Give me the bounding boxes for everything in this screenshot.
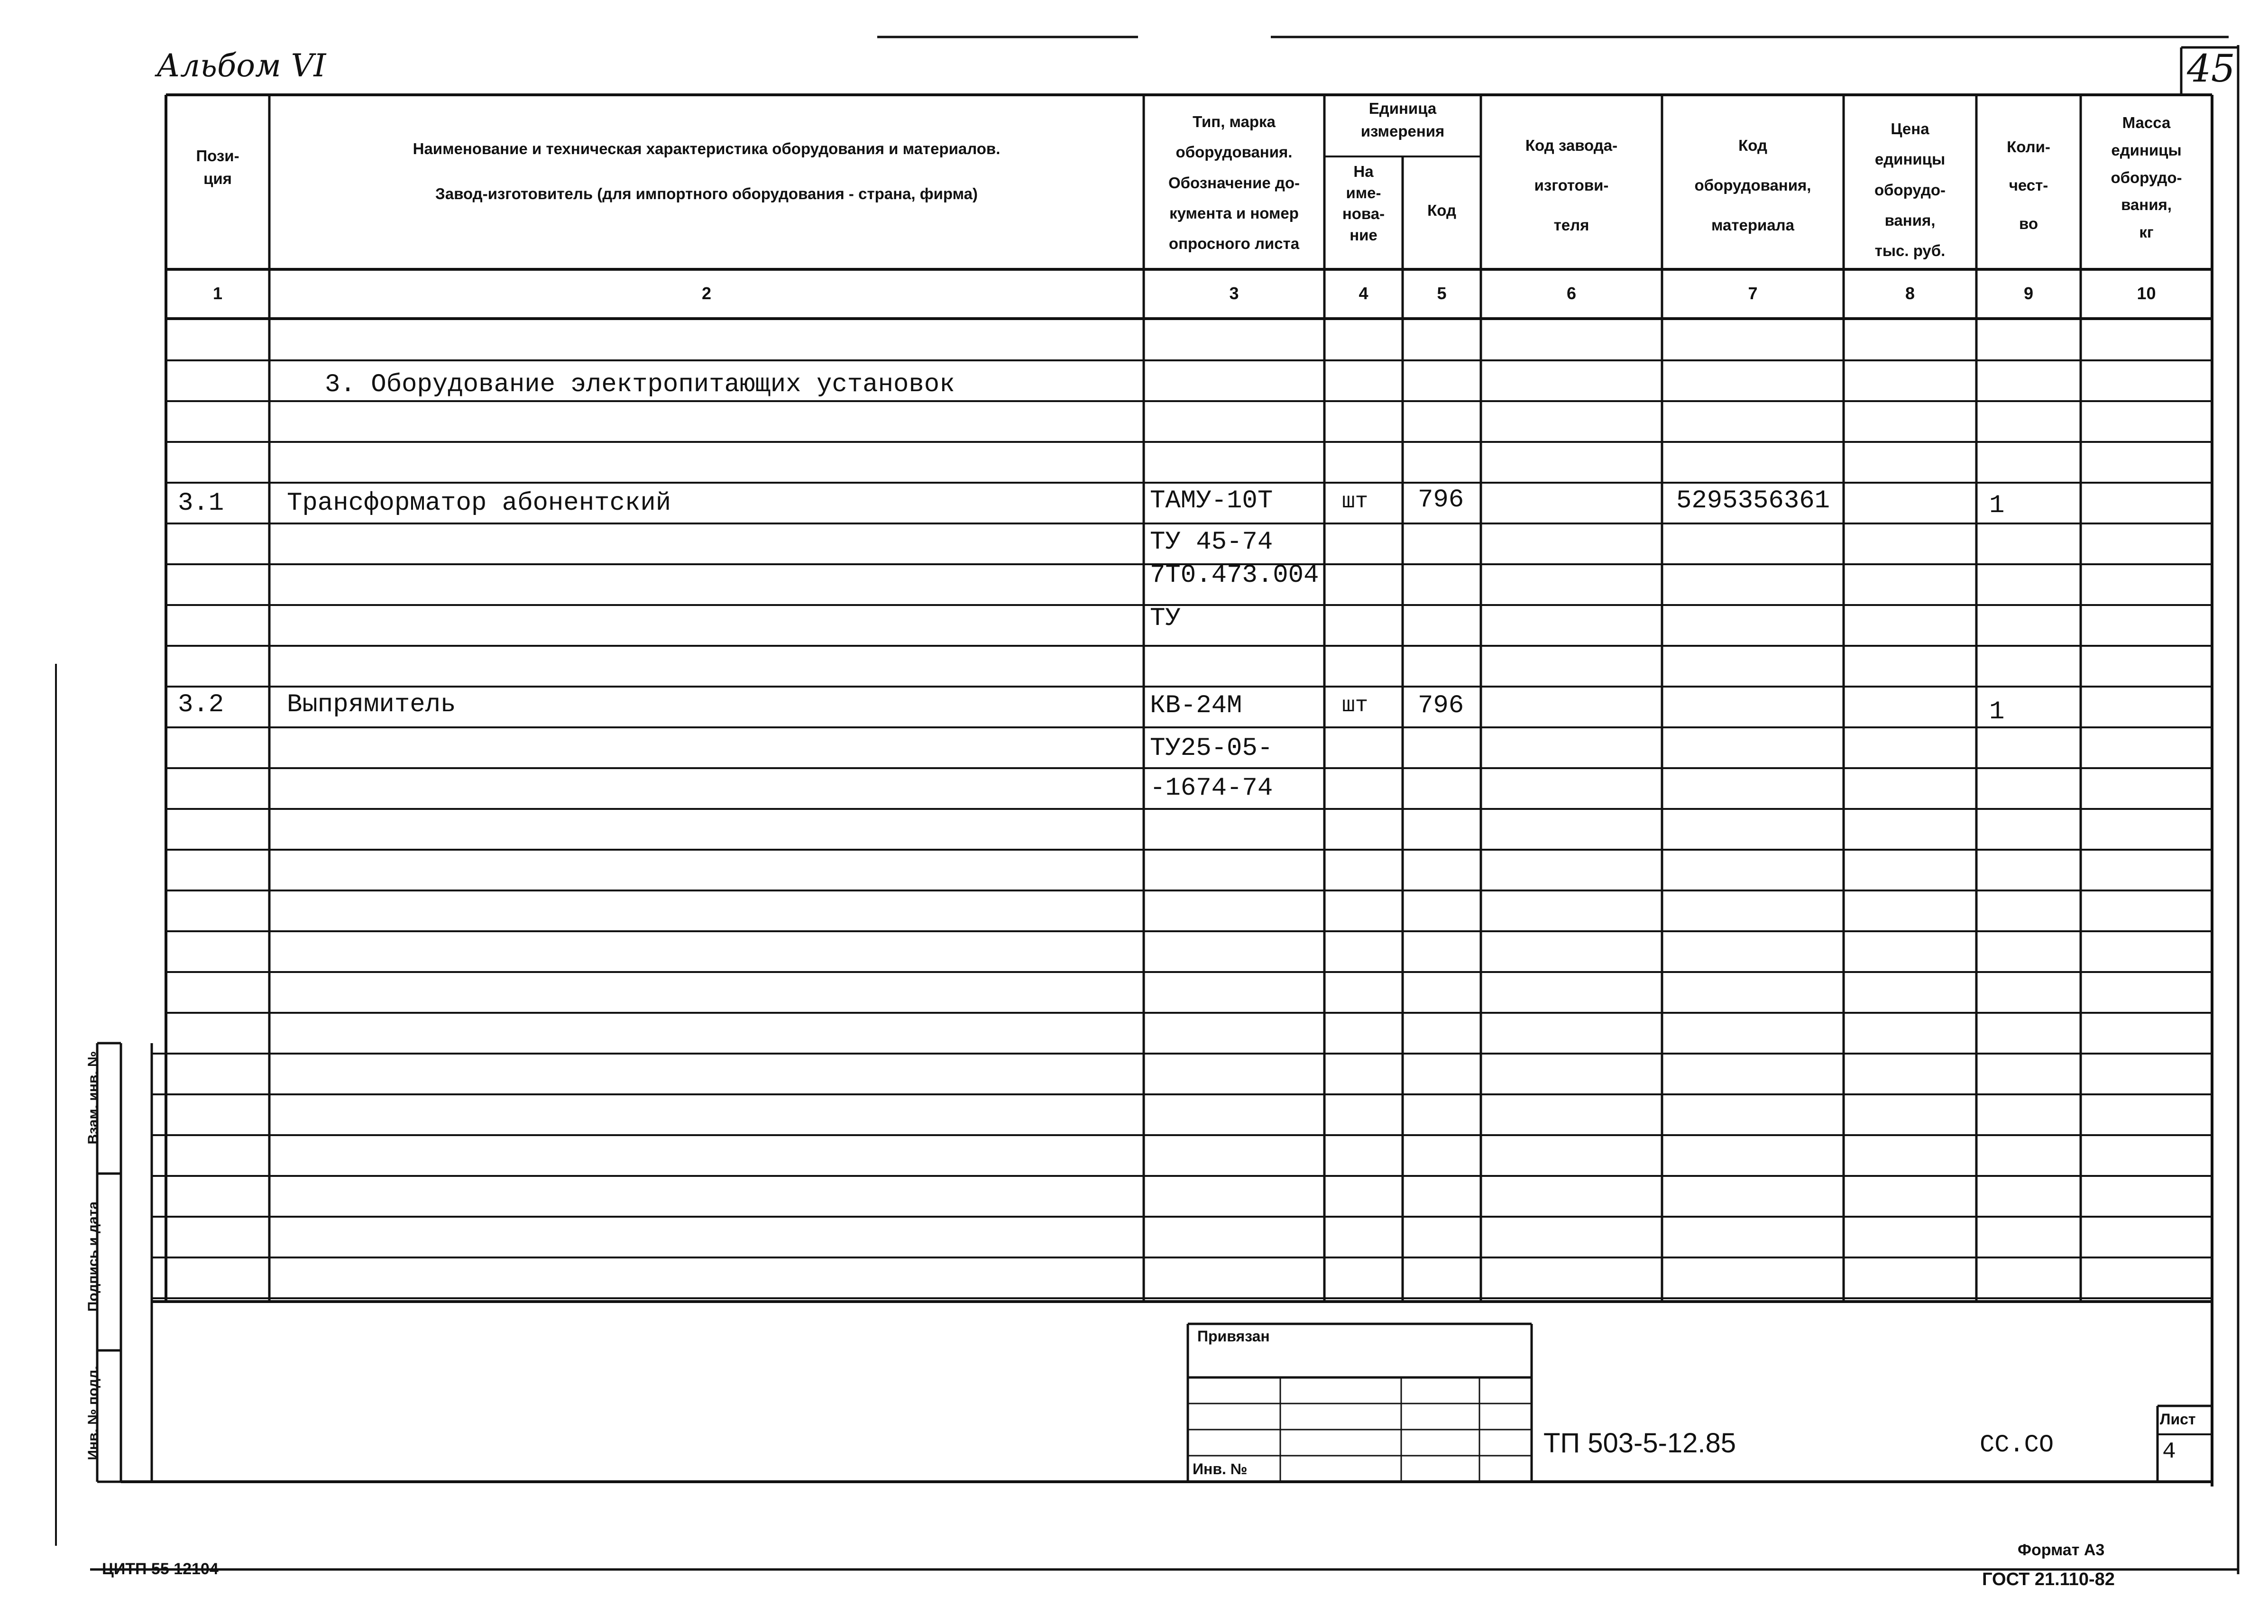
title-doc-suffix: СС.СО	[1980, 1431, 2054, 1459]
footer-format: Формат А3	[2018, 1541, 2105, 1559]
header-unit-group: Единица измерения	[1360, 100, 1445, 140]
row1-equipment-code: 5295356361	[1676, 486, 1830, 515]
header-quantity: Коли- чест- во	[2007, 138, 2050, 232]
colnum-9: 9	[2023, 284, 2034, 303]
title-doc-code: ТП 503-5-12.85	[1543, 1428, 1736, 1459]
row2-name: Выпрямитель	[287, 690, 456, 719]
colnum-5: 5	[1437, 284, 1447, 303]
header-price: Цена единицы оборудо- вания, тыс. руб.	[1874, 120, 1946, 260]
album-title: Альбом VI	[156, 47, 326, 84]
header-unit-code: Код	[1427, 202, 1456, 219]
header-name-line1: Наименование и техническая характеристика оборудования и материалов.	[413, 140, 1001, 157]
colnum-8: 8	[1905, 284, 1915, 303]
colnum-4: 4	[1359, 284, 1368, 303]
row2-unit: шт	[1342, 693, 1368, 718]
title-list-number: 4	[2162, 1439, 2176, 1465]
row1-type-line3: 7Т0.473.004	[1150, 561, 1319, 590]
row1-quantity: 1	[1989, 491, 2005, 520]
colnum-1: 1	[212, 284, 223, 303]
stamp-vzam-inv: Взам. инв. №	[85, 1051, 101, 1145]
section-title: 3. Оборудование электропитающих установок	[325, 370, 955, 399]
title-privyazan: Привязан	[1197, 1328, 1270, 1345]
stamp-inv-podl: Инв. № подл.	[85, 1366, 101, 1460]
row1-name: Трансформатор абонентский	[287, 489, 671, 518]
footer-left-code: ЦИТП 55 12104	[102, 1560, 219, 1578]
header-mass: Масса единицы оборудо- вания, кг	[2111, 114, 2182, 241]
header-factory-code: Код завода- изготови- теля	[1525, 137, 1618, 234]
footer-gost: ГОСТ 21.110-82	[1982, 1569, 2115, 1589]
header-unit-name: На име- нова- ние	[1342, 163, 1385, 244]
row2-type-line2: ТУ25-05-	[1150, 734, 1273, 763]
row2-unit-code: 796	[1418, 691, 1464, 720]
sheet-number-top: 45	[2187, 46, 2235, 91]
row1-unit: шт	[1342, 489, 1368, 514]
row2-quantity: 1	[1989, 697, 2005, 726]
colnum-6: 6	[1566, 284, 1577, 303]
row1-type-line2: ТУ 45-74	[1150, 528, 1273, 557]
stamp-podpis-data: Подпись и дата	[85, 1201, 101, 1312]
title-inv-no: Инв. №	[1193, 1460, 1248, 1477]
colnum-3: 3	[1229, 284, 1239, 303]
header-position: Пози- ция	[196, 147, 239, 187]
title-list-label: Лист	[2160, 1411, 2196, 1428]
row2-type-line1: КВ-24М	[1150, 691, 1242, 720]
row1-unit-code: 796	[1418, 486, 1464, 514]
row2-type-line3: -1674-74	[1150, 774, 1273, 803]
header-equipment-code: Код оборудования, материала	[1694, 137, 1811, 234]
row2-position: 3.2	[178, 690, 224, 719]
header-type: Тип, марка оборудования. Обозначение до- кумента и номер опросного листа	[1168, 113, 1300, 253]
row1-type-line1: ТАМУ-10Т	[1150, 486, 1273, 515]
colnum-2: 2	[701, 284, 712, 303]
colnum-7: 7	[1748, 284, 1758, 303]
colnum-10: 10	[2137, 284, 2156, 303]
header-name-line2: Завод-изготовитель (для импортного оборудования - страна, фирма)	[435, 185, 978, 202]
row1-type-line4: ТУ	[1150, 604, 1181, 633]
row1-position: 3.1	[178, 489, 224, 518]
